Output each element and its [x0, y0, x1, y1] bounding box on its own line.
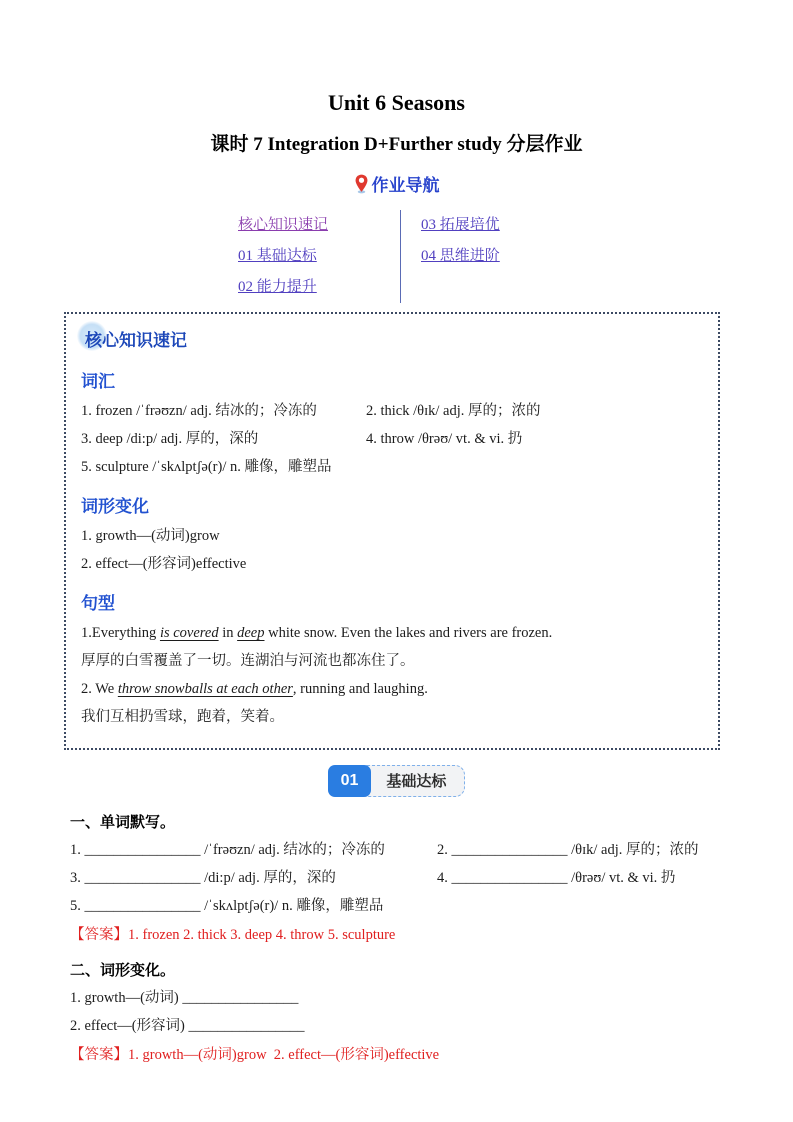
map-pin-icon — [354, 174, 369, 194]
vocab-item-4: 4. throw /θrəʊ/ vt. & vi. 扔 — [366, 431, 523, 447]
pattern-sentence-1: 1.Everything is covered in deep white snow. Even the lakes and rivers are frozen. — [81, 625, 553, 641]
exercise1-row — [70, 869, 733, 888]
vocab-row-spacer — [366, 458, 702, 476]
exercise-section — [70, 811, 733, 1065]
section-badge-01 — [328, 765, 466, 797]
vocab-item-5: 5. sculpture /ˈskʌlptʃə(r)/ n. 雕像，雕塑品 — [81, 459, 332, 475]
exercise1-item-4: 4. ________________ /θrəʊ/ vt. & vi. 扔 — [437, 870, 676, 886]
exercise2-item-2: 2. effect—(形容词) ________________ — [70, 1018, 305, 1034]
wordform-item-1: 1. growth—(动词)grow — [81, 528, 220, 544]
homework-nav-header — [0, 171, 793, 196]
pattern-sentence-1-translation: 厚厚的白雪覆盖了一切。连湖泊与河流也都冻住了。 — [81, 653, 415, 669]
exercise1-heading: 一、单词默写。 — [70, 814, 176, 831]
core-knowledge-box — [64, 312, 720, 750]
nav-link-04-thinking[interactable]: 04 思维进阶 — [421, 248, 500, 264]
exercise2-answer: 【答案】1. growth—(动词)grow 2. effect—(形容词)effective — [70, 1047, 440, 1063]
vocab-row — [81, 402, 702, 420]
badge-number: 01 — [328, 765, 372, 797]
pattern-sentence-2: 2. We throw snowballs at each other, running and laughing. — [81, 681, 428, 697]
wordform-item-2: 2. effect—(形容词)effective — [81, 556, 247, 572]
underlined-phrase: deep — [237, 625, 265, 641]
badge-label: 基础达标 — [363, 765, 465, 797]
nav-link-01-basics[interactable]: 01 基础达标 — [238, 248, 317, 264]
exercise1-row-spacer — [437, 897, 733, 916]
exercise1-row — [70, 897, 733, 916]
exercise1-item-2: 2. ________________ /θɪk/ adj. 厚的；浓的 — [437, 842, 699, 858]
exercise2-heading: 二、词形变化。 — [70, 962, 176, 979]
nav-link-core-knowledge[interactable]: 核心知识速记 — [238, 217, 329, 233]
exercise1-item-3: 3. ________________ /di:p/ adj. 厚的，深的 — [70, 870, 336, 886]
nav-link-columns — [238, 210, 793, 303]
vocab-item-3: 3. deep /di:p/ adj. 厚的，深的 — [81, 431, 259, 447]
pattern-section-heading: 句型 — [81, 594, 115, 613]
vocab-section-heading: 词汇 — [81, 372, 115, 391]
nav-link-02-ability[interactable]: 02 能力提升 — [238, 279, 317, 295]
exercise1-answer: 【答案】1. frozen 2. thick 3. deep 4. throw 5. sculpture — [70, 927, 396, 943]
nav-link-03-expand[interactable]: 03 拓展培优 — [421, 217, 500, 233]
nav-header-label: 作业导航 — [371, 176, 440, 195]
section-badge-wrap — [0, 765, 793, 797]
vocab-item-1: 1. frozen /ˈfrəʊzn/ adj. 结冰的；冷冻的 — [81, 403, 317, 419]
page-title: Unit 6 Seasons — [328, 90, 465, 115]
exercise1-row — [70, 841, 733, 860]
nav-left-column — [238, 210, 401, 303]
exercise1-item-5: 5. ________________ /ˈskʌlptʃə(r)/ n. 雕像，雕塑品 — [70, 898, 384, 914]
exercise2-item-1: 1. growth—(动词) ________________ — [70, 990, 299, 1006]
underlined-phrase: throw snowballs at each other — [117, 681, 293, 697]
vocab-row — [81, 458, 702, 476]
core-knowledge-title: 核心知识速记 — [85, 326, 187, 351]
vocab-row — [81, 430, 702, 448]
vocab-item-2: 2. thick /θɪk/ adj. 厚的；浓的 — [366, 403, 541, 419]
exercise1-item-1: 1. ________________ /ˈfrəʊzn/ adj. 结冰的；冷冻的 — [70, 842, 385, 858]
pattern-sentence-2-translation: 我们互相扔雪球，跑着，笑着。 — [81, 709, 284, 725]
nav-right-column — [401, 210, 500, 303]
underlined-phrase: is covered — [159, 625, 219, 641]
page-subtitle: 课时 7 Integration D+Further study 分层作业 — [210, 134, 583, 155]
wordform-section-heading: 词形变化 — [81, 497, 149, 516]
